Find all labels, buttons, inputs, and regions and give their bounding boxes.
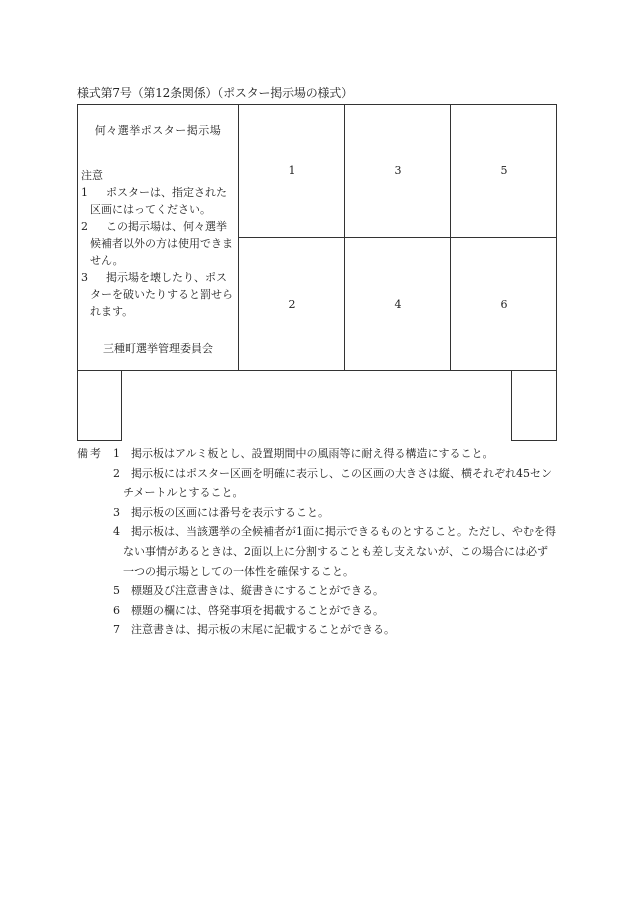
- form-title: 様式第7号（第12条関係）（ポスター掲示場の様式）: [77, 86, 353, 100]
- remark-number: 1: [113, 447, 120, 460]
- remark-text: 標題の欄には、啓発事項を掲載することができる。: [131, 603, 384, 617]
- remark-text: 掲示板はアルミ板とし、設置期間中の風雨等に耐え得る構造にすること。: [131, 447, 494, 460]
- note-item: [81, 269, 235, 320]
- notes-block: [81, 167, 235, 320]
- remark-text: 注意書きは、掲示板の末尾に記載することができる。: [131, 623, 395, 637]
- right-leg-inner-edge: [511, 370, 512, 441]
- note-number: 2: [81, 220, 88, 233]
- note-item: [81, 218, 235, 269]
- remark-number: 3: [113, 505, 120, 519]
- remark-number: 5: [113, 584, 120, 598]
- remark-item: [77, 581, 557, 601]
- remark-number: 4: [113, 525, 120, 539]
- board-right-border: [556, 104, 557, 441]
- left-leg-bottom: [77, 440, 122, 441]
- poster-cell-4: 4: [394, 298, 402, 311]
- poster-cell-2: 2: [288, 298, 296, 311]
- note-number: 1: [81, 186, 88, 199]
- right-leg-bottom: [511, 440, 557, 441]
- poster-cell-1: 1: [288, 164, 296, 177]
- remark-item: [77, 444, 557, 464]
- left-leg-inner-edge: [121, 370, 122, 441]
- board-middle-divider: [239, 237, 557, 238]
- remark-text: 掲示板は、当該選挙の全候補者が1面に掲示できるものとすること。ただし、やむを得ない事情があるときは、2面以上に分割することも差し支えないが、この場合には必ず一つの掲示場としての一体性を確保すること。: [123, 525, 556, 578]
- remark-item: [77, 601, 557, 621]
- remark-item: [77, 503, 557, 523]
- remark-number: 2: [113, 466, 120, 480]
- remark-item: [77, 522, 557, 581]
- note-text: この掲示場は、何々選挙候補者以外の方は使用できません。: [90, 220, 233, 267]
- column-divider-2: [450, 104, 451, 371]
- poster-cell-5: 5: [500, 164, 508, 177]
- remark-item: [77, 464, 557, 503]
- title-panel: [77, 104, 239, 371]
- board-title: 何々選挙ポスター掲示場: [94, 124, 222, 137]
- note-text: 掲示場を壊したり、ポスターを破いたりすると罰せられます。: [90, 271, 233, 318]
- remarks-section: [77, 444, 557, 640]
- note-item: [81, 184, 235, 218]
- notes-heading: 注意: [81, 169, 103, 182]
- remark-number: 6: [113, 603, 120, 617]
- remark-text: 標題及び注意書きは、縦書きにすることができる。: [131, 584, 384, 598]
- poster-cell-6: 6: [500, 298, 508, 311]
- issuer-name: 三種町選挙管理委員会: [103, 342, 213, 355]
- note-number: 3: [81, 271, 88, 284]
- poster-cell-3: 3: [394, 164, 402, 177]
- remark-item: [77, 620, 557, 640]
- note-text: ポスターは、指定された区画にはってください。: [90, 186, 227, 216]
- remark-text: 掲示板の区画には番号を表示すること。: [131, 505, 329, 519]
- poster-board-diagram: [77, 104, 557, 442]
- remarks-label: 備考: [77, 447, 103, 460]
- remark-text: 掲示板にはポスター区画を明確に表示し、この区画の大きさは縦、横それぞれ45センチメートルとすること。: [123, 466, 552, 500]
- remark-number: 7: [113, 623, 120, 637]
- column-divider-1: [344, 104, 345, 371]
